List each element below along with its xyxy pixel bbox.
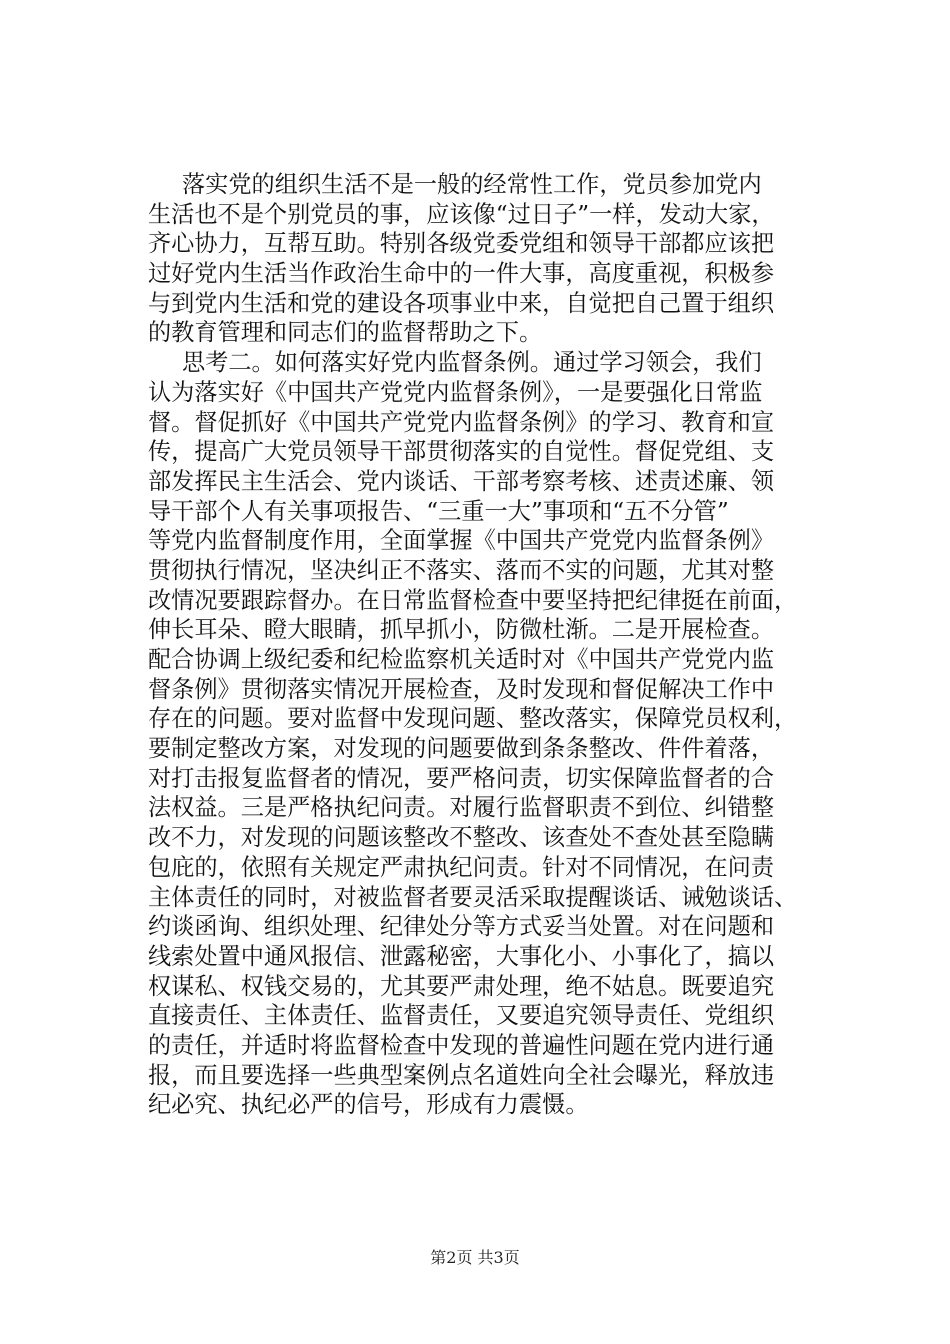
text-line: 落实党的组织生活不是一般的经常性工作，党员参加党内 — [182, 171, 762, 198]
text-line: 配合协调上级纪委和纪检监察机关适时对《中国共产党党内监 — [148, 646, 775, 673]
text-line: 包庇的，依照有关规定严肃执纪问责。针对不同情况，在问责 — [148, 853, 775, 881]
text-line: 改不力，对发现的问题该整改不整改、该查处不查处甚至隐瞒 — [148, 824, 775, 852]
text-line: 认为落实好《中国共产党党内监督条例》，一是要强化日常监 — [148, 378, 763, 406]
text-line: 权谋私、权钱交易的，尤其要严肃处理，绝不姑息。既要追究 — [148, 972, 775, 1000]
paragraph-organization-life — [148, 170, 808, 348]
text-line: 对打击报复监督者的情况，要严格问责，切实保障监督者的合 — [148, 764, 775, 792]
text-line: 约谈函询、组织处理、纪律处分等方式妥当处置。对在问题和 — [148, 913, 775, 941]
text-line: 督。督促抓好《中国共产党党内监督条例》的学习、教育和宣 — [148, 408, 775, 436]
text-line: 要制定整改方案，对发现的问题要做到条条整改、件件着落， — [148, 735, 775, 763]
text-line: 报，而且要选择一些典型案例点名道姓向全社会曝光，释放违 — [148, 1061, 775, 1089]
text-line: 直接责任、主体责任、监督责任，又要追究领导责任、党组织 — [148, 1002, 775, 1030]
text-line: 存在的问题。要对监督中发现问题、整改落实，保障党员权利， — [148, 705, 798, 733]
text-line: 的教育管理和同志们的监督帮助之下。 — [148, 319, 543, 347]
text-line: 伸长耳朵、瞪大眼睛，抓早抓小，防微杜渐。二是开展检查。 — [148, 616, 775, 644]
text-line: 督条例》贯彻落实情况开展检查，及时发现和督促解决工作中 — [148, 675, 775, 703]
text-line: 导干部个人有关事项报告、“三重一大”事项和“五不分管” — [148, 497, 729, 525]
text-line: 部发挥民主生活会、党内谈话、干部考察考核、述责述廉、领 — [148, 467, 775, 495]
text-line: 与到党内生活和党的建设各项事业中来，自觉把自己置于组织 — [148, 289, 775, 317]
text-line: 贯彻执行情况，坚决纠正不落实、落而不实的问题，尤其对整 — [148, 556, 775, 584]
text-line: 纪必究、执纪必严的信号，形成有力震慑。 — [148, 1091, 589, 1119]
document-body — [148, 170, 808, 1120]
text-line: 法权益。三是严格执纪问责。对履行监督职责不到位、纠错整 — [148, 794, 775, 822]
page-number: 第2页 共3页 — [430, 1248, 520, 1267]
text-line: 过好党内生活当作政治生命中的一件大事，高度重视，积极参 — [148, 260, 775, 288]
text-line: 改情况要跟踪督办。在日常监督检查中要坚持把纪律挺在前面， — [148, 586, 798, 614]
text-line: 生活也不是个别党员的事，应该像“过日子”一样，发动大家， — [148, 200, 775, 228]
text-line: 主体责任的同时，对被监督者要灵活采取提醒谈话、诫勉谈话、 — [148, 883, 798, 911]
text-line: 的责任，并适时将监督检查中发现的普遍性问题在党内进行通 — [148, 1031, 775, 1059]
paragraph-supervision-regulations — [148, 348, 808, 1120]
text-line: 传，提高广大党员领导干部贯彻落实的自觉性。督促党组、支 — [148, 438, 775, 466]
text-line: 线索处置中通风报信、泄露秘密，大事化小、小事化了，搞以 — [148, 942, 775, 970]
text-line: 思考二。如何落实好党内监督条例。通过学习领会，我们 — [182, 349, 762, 377]
text-line: 齐心协力，互帮互助。特别各级党委党组和领导干部都应该把 — [148, 230, 775, 258]
text-line: 等党内监督制度作用，全面掌握《中国共产党党内监督条例》 — [148, 527, 775, 555]
